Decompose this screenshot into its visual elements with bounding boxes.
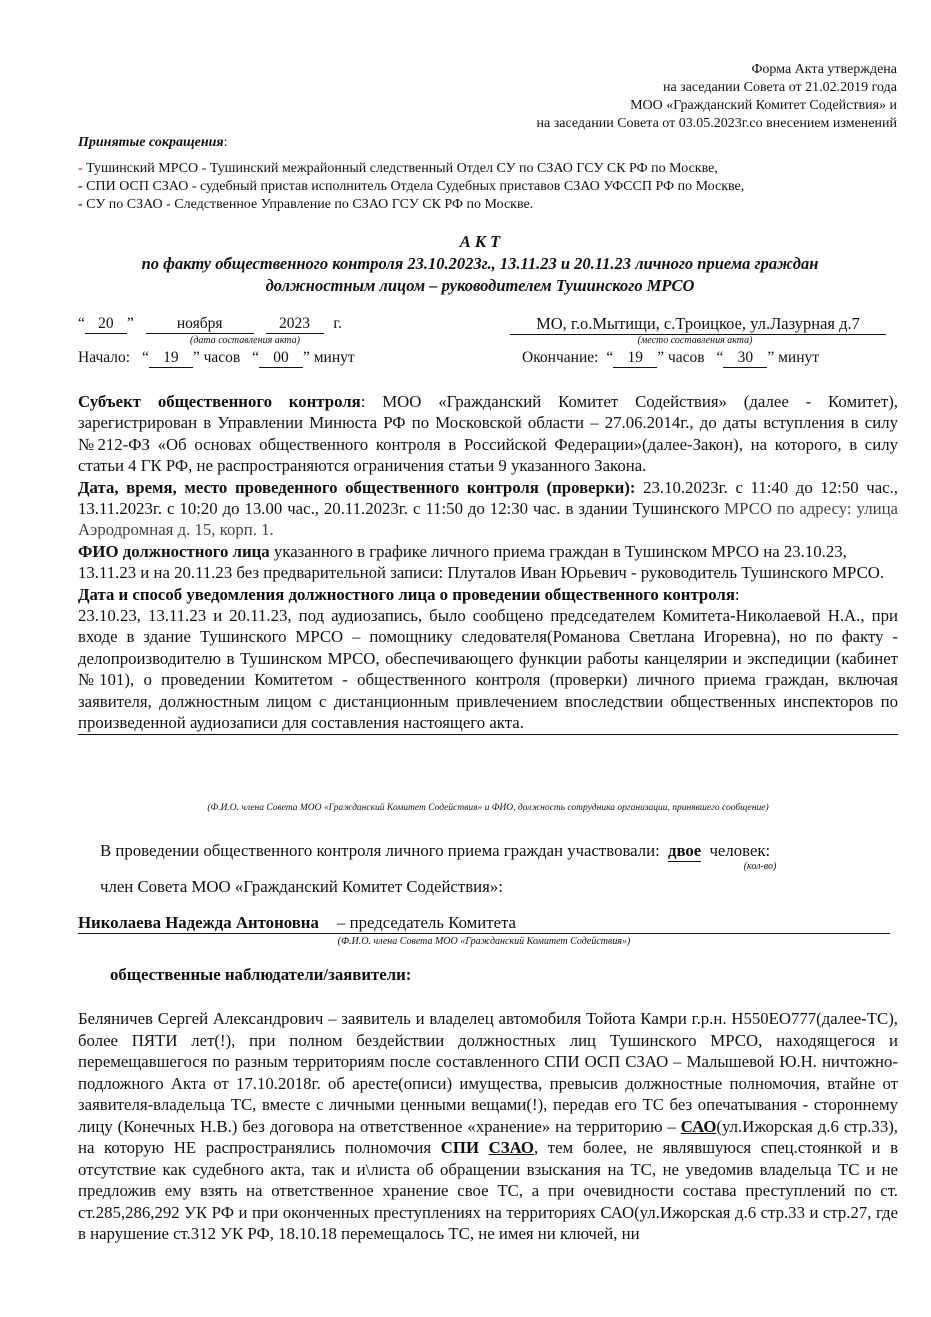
- participants-line: [100, 840, 770, 862]
- official-label: ФИО должностного лица: [78, 541, 270, 561]
- date-day: 20: [85, 315, 127, 334]
- member-caption: (Ф.И.О. члена Совета МОО «Гражданский Комитет Содействия»): [337, 936, 631, 947]
- datetime-paragraph: [78, 477, 898, 541]
- quote-open: “: [606, 349, 614, 366]
- datetime-label: Дата, время, место проведенного общественного контроля (проверки):: [78, 477, 636, 497]
- subject-text: : МОО «Гражданский Комитет Содействия» (далее - Комитет), зарегистрирован в Управлении Минюста РФ по Московской области – 27.06.2014г., до даты вступления в силу №212-ФЗ «Об основах общественного контроля в Российской Федерации»(далее-Закон), на которого, в силу статьи 4 ГК РФ, не распространяются ограничения статьи 9 указанного Закона.: [78, 392, 898, 476]
- abbr-definition: - Тушинский межрайонный следственный Отдел СУ по СЗАО ГСУ СК РФ по Москве,: [198, 161, 718, 176]
- notify-heading: [78, 584, 898, 605]
- applicant-text-3: , тем более, не являвшуюся спец.стоянкой и в отсутствие как судебного акта, так и и\листа об обращении взыскания на ТС, не уведомив владельца ТС и не предложив ему взять на ответственное хранение свое ТС, а при очевидности состава преступлений по ст. ст.285,286,292 УК РФ и при оконченных преступлениях на территориях САО(ул.Ижорская д.6 стр.33 и стр.27, где в нарушение ст.312 УК РФ, 18.10.18 перемещалось ТС, не имея ни ключей, ни: [78, 1138, 898, 1243]
- approval-line-1: Форма Акта утверждена: [751, 62, 897, 77]
- applicant-spi: СПИ: [440, 1138, 479, 1157]
- participants-text: В проведении общественного контроля личного приема граждан участвовали:: [100, 841, 660, 860]
- start-label: Начало:: [78, 349, 131, 366]
- quote-open: “: [78, 315, 85, 332]
- date-year: 2023: [266, 315, 324, 334]
- hours-word: часов: [203, 349, 241, 366]
- start-time: [78, 349, 355, 368]
- date-month: ноября: [146, 315, 254, 334]
- abbr-term: СУ по СЗАО: [82, 197, 163, 212]
- applicant-paragraph: [78, 1008, 898, 1245]
- abbreviations-title-text: Принятые сокращения: [78, 135, 224, 150]
- applicant-text-1: Беляничев Сергей Александрович – заявитель и владелец автомобиля Тойота Камри г.р.н. Н550ЕО777(далее-ТС), более ПЯТИ лет(!), при полном бездействии должностных лиц Тушинского МРСО, находящегося и перемещавшегося по разным территориям после составленного СПИ ОСП СЗАО – Малышевой Ю.Н. ничтожно-подложного Акта от 17.10.2018г. об аресте(описи) имущества, превысив должностные полномочия, втайне от заявителя-владельца ТС, вместе с личными ценными вещами(!), передав его ТС без опечатывания - стороннему лицу (Конечных Н.В.) без договора на ответственное «хранение» на территорию –: [78, 1009, 898, 1136]
- minutes-word: минут: [778, 349, 820, 366]
- act-title: [70, 231, 890, 297]
- approval-line-2: на заседании Совета от 21.02.2019 года: [662, 80, 897, 95]
- subject-label: Субъект общественного контроля: [78, 392, 361, 411]
- approval-line-4: на заседании Совета от 03.05.2023г.со внесением изменений: [536, 116, 897, 131]
- abbr-dash: -: [78, 161, 83, 176]
- hours-word: часов: [667, 349, 705, 366]
- abbreviations-colon: :: [223, 135, 228, 150]
- abbreviations-title: [78, 134, 227, 152]
- applicant-text-2: (ул.Ижорская д.6 стр.33), на которую НЕ распространялись полномочия: [78, 1116, 898, 1157]
- abbr-term: СПИ ОСП СЗАО -: [82, 179, 197, 194]
- observers-heading-text: общественные наблюдатели/заявители:: [110, 965, 412, 984]
- end-label: Окончание:: [522, 349, 599, 366]
- datetime-text: 23.10.2023г. с 11:40 до 12:50 час., 13.11.2023г. с 10:20 до 13.00 час., 20.11.2023г. с 11:50 до 12:30 час. в здании Тушинского: [78, 477, 898, 519]
- member-row: [78, 912, 890, 934]
- quote-open: “: [716, 349, 724, 366]
- subject-paragraph: [78, 391, 898, 477]
- member-role: – председатель Комитета: [337, 913, 517, 932]
- count-caption: (кол-во): [743, 861, 777, 872]
- quote-close: ”: [302, 349, 310, 366]
- approval-header: [537, 61, 897, 133]
- quote-open: “: [252, 349, 259, 366]
- member-council-line: член Совета МОО «Гражданский Комитет Содействия»:: [100, 877, 503, 896]
- official-text: указанного в графике личного приема граждан в Тушинском МРСО на 23.10.23, 13.11.23 и на 20.11.23 без предварительной записи: Плуталов Иван Юрьевич - руководитель Тушинского МРСО.: [78, 541, 885, 583]
- notify-text: 23.10.23, 13.11.23 и 20.11.23, под аудиозапись, было сообщено председателем Комитета-Николаевой Н.А., при входе в здание Тушинского МРСО – помощнику следователя(Романова Светлана Игоревна), но по факту - делопроизводителю в Тушинском МРСО, обеспечивающего функции работы канцелярии и экспедиции (кабинет №101), о проведении Комитетом - общественного контроля (проверки) личного приема граждан, включая заявителя, должностным лицом с дистанционным привлечением впоследствии общественных инспекторов по произведенной аудиозаписи для составления настоящего акта.: [78, 605, 898, 734]
- member-name: Николаева Надежда Антоновна: [78, 913, 319, 932]
- quote-open: “: [141, 349, 149, 366]
- act-body: [78, 391, 898, 735]
- notify-colon: :: [734, 584, 740, 604]
- end-time: [522, 349, 819, 368]
- act-title-line-2: по факту общественного контроля 23.10.2023г., 13.11.23 и 20.11.23 личного приема граждан: [141, 254, 819, 273]
- notify-caption: (Ф.И.О. члена Совета МОО «Гражданский Комитет Содействия» и ФИО, должность сотрудника организации, принявшего сообщение): [207, 803, 769, 813]
- act-date: [78, 315, 342, 334]
- abbreviation-item: [78, 160, 744, 178]
- quote-close: ”: [657, 349, 665, 366]
- quote-close: ”: [126, 315, 134, 332]
- participants-count: двое: [668, 840, 701, 862]
- abbr-definition: судебный пристав исполнитель Отдела Судебных приставов СЗАО УФССП РФ по Москве,: [196, 179, 745, 194]
- minutes-word: минут: [313, 349, 355, 366]
- act-title-line-1: А К Т: [459, 232, 501, 251]
- start-hour: 19: [149, 349, 193, 368]
- quote-close: ”: [767, 349, 775, 366]
- end-hour: 19: [613, 349, 657, 368]
- abbr-dash: -: [78, 197, 83, 212]
- abbr-term: Тушинский МРСО: [82, 161, 199, 176]
- date-caption: (дата составления акта): [190, 335, 300, 346]
- abbreviation-item: [78, 196, 744, 214]
- official-paragraph: [78, 541, 898, 584]
- date-year-suffix: г.: [333, 315, 342, 332]
- datetime-address: МРСО по адресу: улица Аэродромная д. 15, корп. 1.: [78, 499, 898, 540]
- approval-line-3: МОО «Гражданский Комитет Содействия» и: [630, 98, 897, 113]
- start-minute: 00: [259, 349, 303, 368]
- quote-close: ”: [192, 349, 200, 366]
- applicant-szao: СЗАО: [488, 1138, 534, 1157]
- abbr-dash: -: [78, 179, 83, 194]
- abbr-definition: - Следственное Управление по СЗАО ГСУ СК РФ по Москве.: [162, 197, 534, 212]
- observers-heading: [110, 964, 411, 985]
- end-minute: 30: [723, 349, 767, 368]
- act-place: [510, 314, 886, 335]
- act-title-line-3: должностным лицом – руководителем Тушинского МРСО: [265, 276, 695, 295]
- place-caption: (место составления акта): [637, 335, 753, 346]
- applicant-sao: САО: [680, 1116, 717, 1136]
- notify-label: Дата и способ уведомления должностного лица о проведении общественного контроля: [78, 584, 735, 604]
- abbreviations-list: [78, 160, 744, 214]
- participants-suffix: человек:: [709, 841, 771, 860]
- abbreviation-item: [78, 178, 744, 196]
- place-value: МО, г.о.Мытищи, с.Троицкое, ул.Лазурная д.7: [510, 314, 886, 335]
